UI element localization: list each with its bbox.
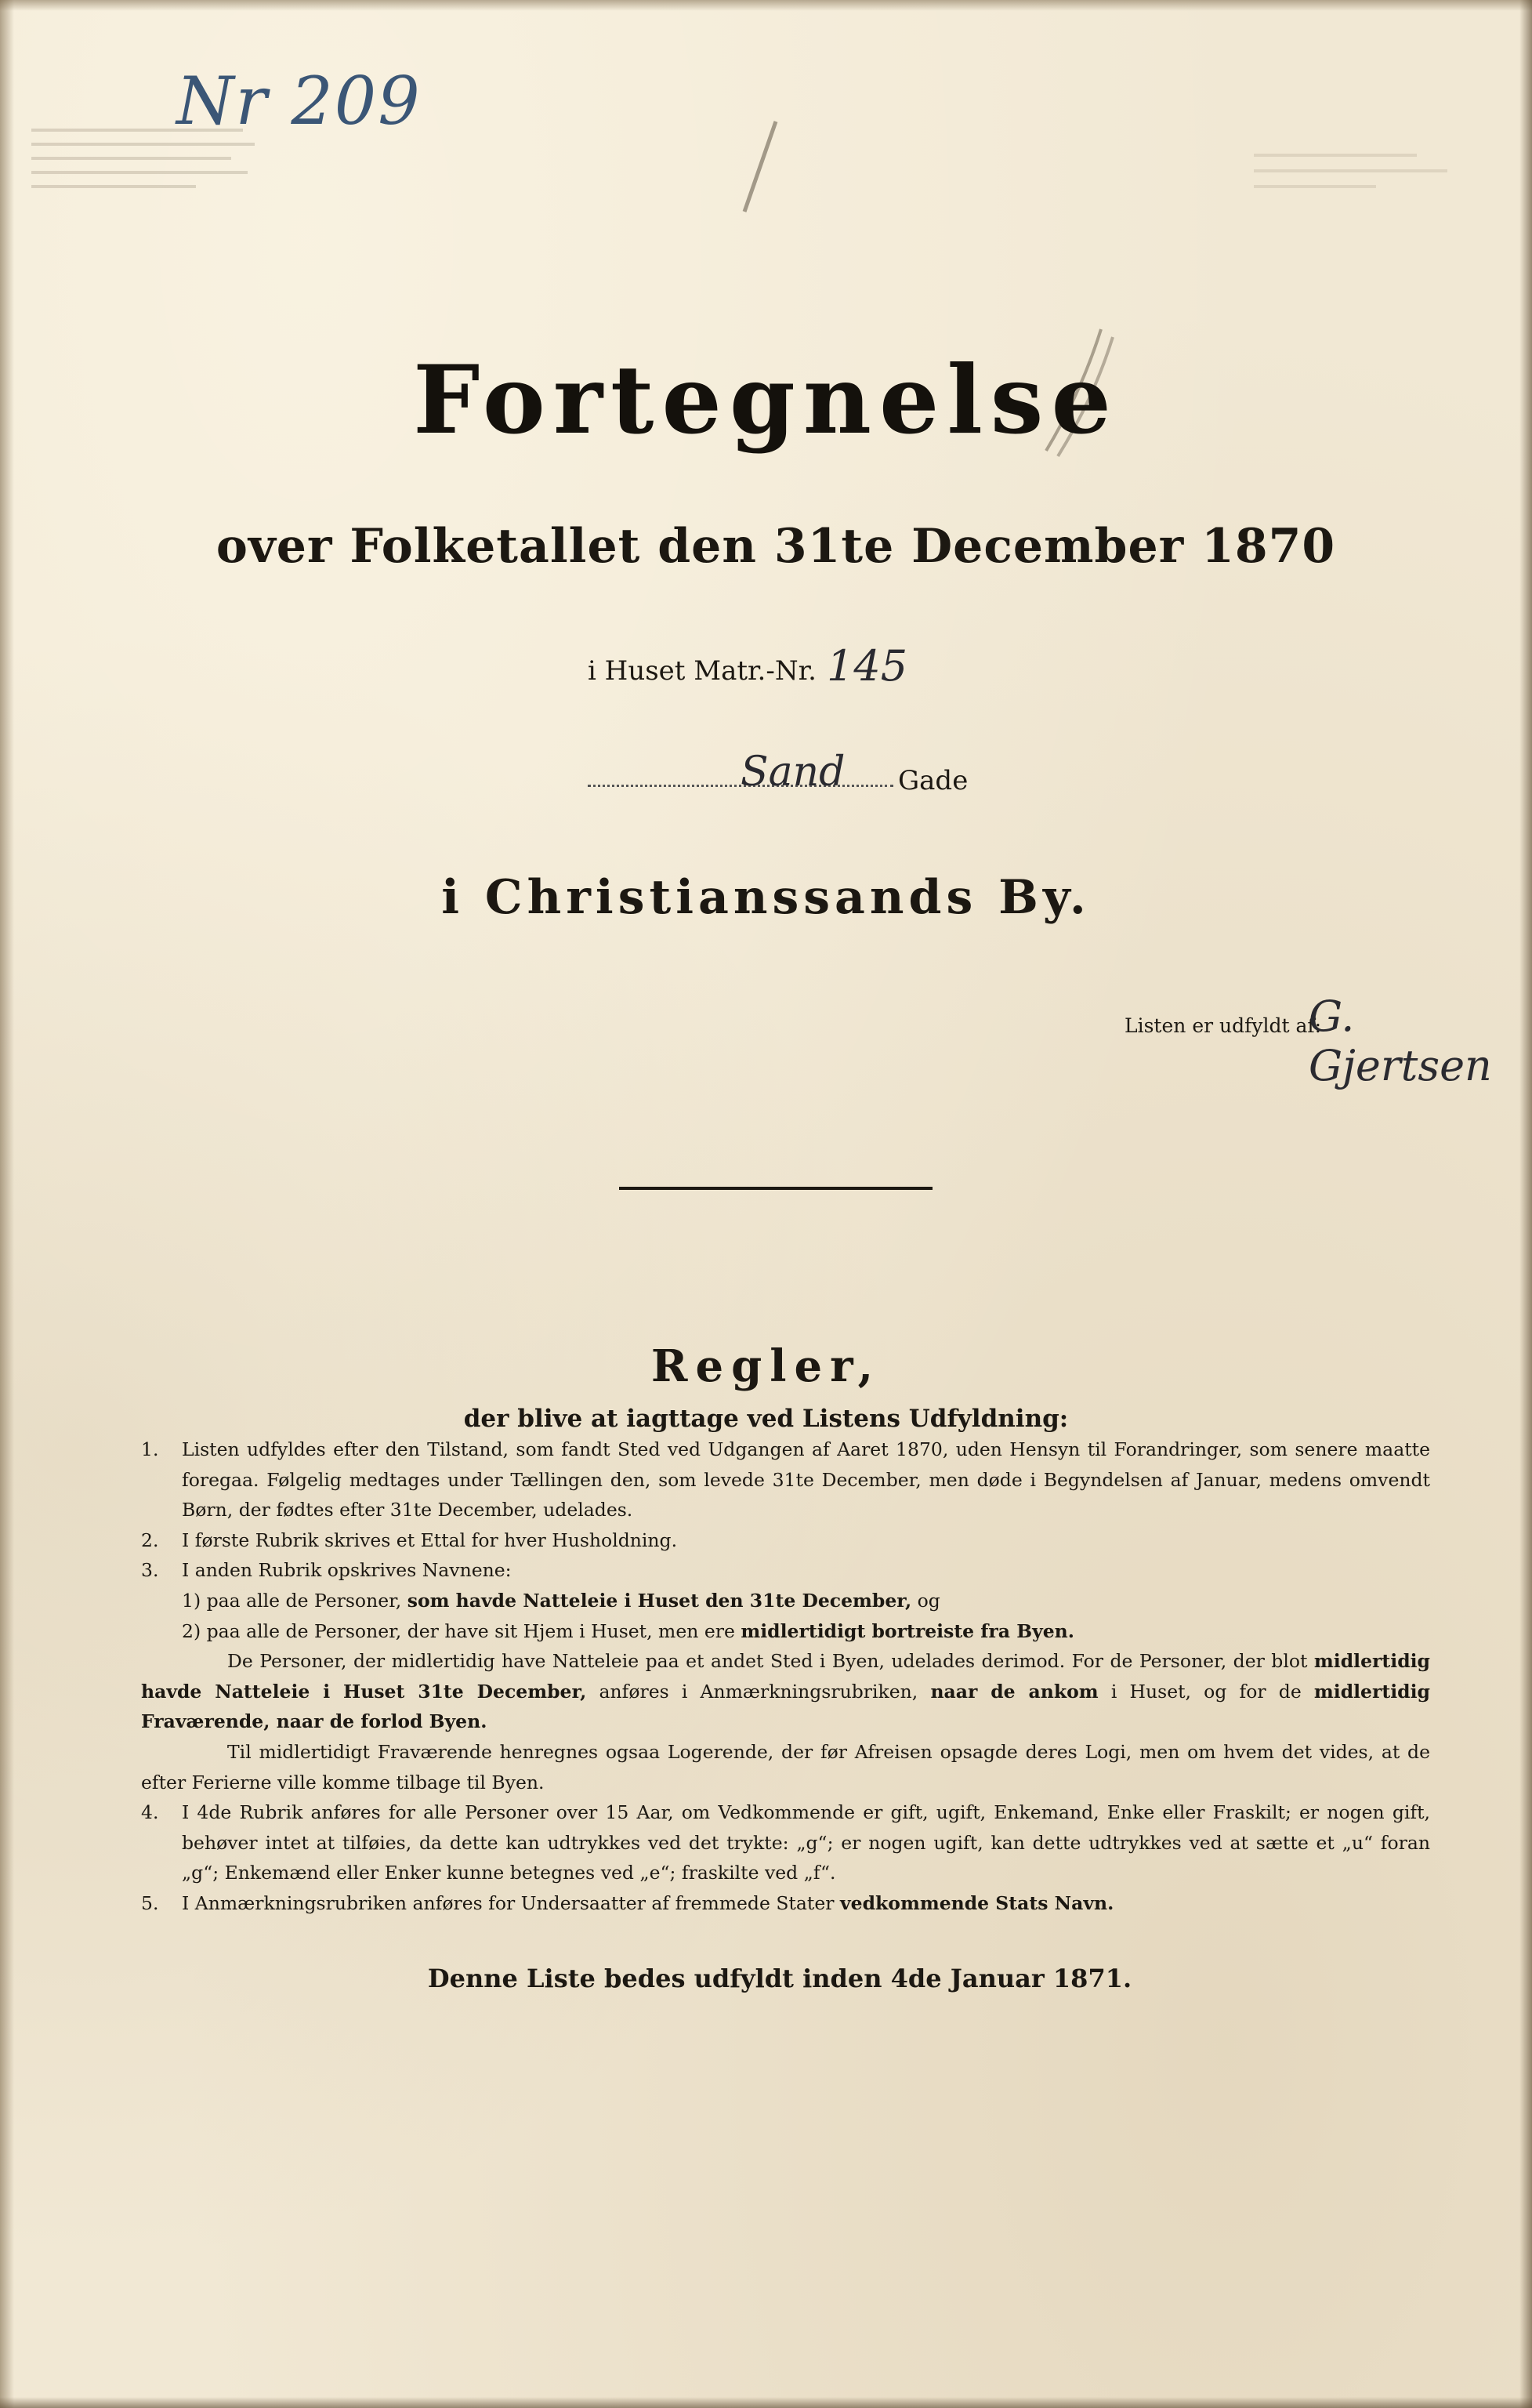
rule-1-number: 1. bbox=[141, 1438, 159, 1460]
rule-5-number: 5. bbox=[141, 1891, 159, 1914]
rule-3-item-1 bbox=[141, 1586, 1430, 1616]
rule-3-item-1-bold: som havde Natteleie i Huset den 31te December, bbox=[407, 1589, 912, 1612]
closing-note: Denne Liste bedes udfyldt inden 4de Januar 1871. bbox=[427, 1964, 1132, 1993]
rule-3-item-2-lead: 2) paa alle de Personer, der have sit Hjem i Huset, men ere bbox=[182, 1619, 735, 1642]
rule-3-item-2-bold: midlertidigt bortreiste fra Byen. bbox=[741, 1619, 1074, 1642]
section-divider bbox=[619, 1187, 933, 1190]
paragraph-1-part-f: midlertidig Fraværende, naar de forlod Byen. bbox=[141, 1680, 1430, 1733]
city-line: i Christianssands By. bbox=[441, 870, 1091, 925]
rule-5-bold: vedkommende Stats Navn. bbox=[839, 1891, 1114, 1914]
rule-3-paragraph-2: Til midlertidigt Fraværende henregnes ogsaa Logerende, der før Afreisen opsagde deres Logi, men om hvem det vides, at de efter Ferierne ville komme tilbage til Byen. bbox=[141, 1740, 1430, 1793]
rule-2 bbox=[141, 1525, 1430, 1556]
rule-4-number: 4. bbox=[141, 1801, 159, 1824]
rule-3-paragraph-1 bbox=[141, 1646, 1430, 1737]
rule-5-lead: I Anmærkningsrubriken anføres for Undersaatter af fremmede Stater bbox=[182, 1891, 835, 1914]
paragraph-1-part-e: i Huset, og for de bbox=[1110, 1680, 1302, 1703]
rule-3-text: I anden Rubrik opskrives Navnene: bbox=[182, 1559, 512, 1582]
filled-by-label: Listen er udfyldt af: bbox=[1125, 1014, 1322, 1037]
filled-by-signature: G. Gjertsen bbox=[1309, 992, 1492, 1090]
document-subtitle: over Folketallet den 31te December 1870 bbox=[215, 519, 1336, 574]
document-title: Fortegnelse bbox=[413, 345, 1119, 455]
rules-subtitle: der blive at iagttage ved Listens Udfyldning: bbox=[463, 1405, 1069, 1433]
house-number-value: 145 bbox=[827, 641, 908, 691]
paper-edge-bottom bbox=[0, 2397, 1532, 2408]
paragraph-1-part-b: midlertidig havde Natteleie i Huset 31te December, bbox=[141, 1650, 1430, 1703]
rule-4 bbox=[141, 1797, 1430, 1888]
paper-edge-top bbox=[0, 0, 1532, 11]
pencil-stroke-mark bbox=[729, 118, 791, 219]
handwritten-form-number: Nr 209 bbox=[176, 63, 422, 140]
rules-title: Regler, bbox=[650, 1340, 882, 1392]
paragraph-1-part-d: naar de ankom bbox=[930, 1680, 1099, 1703]
paragraph-1-part-a: De Personer, der midlertidig have Natteleie paa et andet Sted i Byen, udelades derimod. For de Personer, der blot bbox=[227, 1650, 1308, 1673]
rule-4-text: I 4de Rubrik anføres for alle Personer over 15 Aar, om Vedkommende er gift, ugift, Enkemand, Enke eller Fraskilt; er nogen gift, behøver intet at tilføies, da dette kan udtrykkes ved det trykte: „g“; er nogen ugift, kan dette udtrykkes ved at sætte et „u“ foran „g“; Enkemænd eller Enker kunne betegnes ved „e“; fraskilte ved „f“. bbox=[182, 1801, 1430, 1884]
rule-2-text: I første Rubrik skrives et Ettal for hver Husholdning. bbox=[182, 1529, 678, 1551]
rule-3 bbox=[141, 1555, 1430, 1586]
rule-1 bbox=[141, 1434, 1430, 1525]
rule-1-text: Listen udfyldes efter den Tilstand, som fandt Sted ved Udgangen af Aaret 1870, uden Hensyn til Forandringer, som senere maatte foregaa. Følgelig medtages under Tællingen den, som levede 31te December, men døde i Begyndelsen af Januar, medens omvendt Børn, der fødtes efter 31te December, udelades. bbox=[182, 1438, 1430, 1521]
rules-list bbox=[141, 1434, 1430, 1919]
rule-3-item-1-lead: 1) paa alle de Personer, bbox=[182, 1589, 402, 1612]
rule-3-item-1-tail: og bbox=[917, 1589, 940, 1612]
street-name-value: Sand bbox=[741, 749, 846, 796]
house-number-label: i Huset Matr.-Nr. bbox=[588, 655, 817, 687]
rule-3-number: 3. bbox=[141, 1559, 159, 1582]
bleed-through-right bbox=[1254, 141, 1458, 212]
street-suffix-label: Gade bbox=[898, 765, 969, 796]
rule-3-item-2 bbox=[141, 1616, 1430, 1647]
paragraph-1-part-c: anføres i Anmærkningsrubriken, bbox=[599, 1680, 918, 1703]
rule-5 bbox=[141, 1888, 1430, 1919]
rule-2-number: 2. bbox=[141, 1529, 159, 1551]
